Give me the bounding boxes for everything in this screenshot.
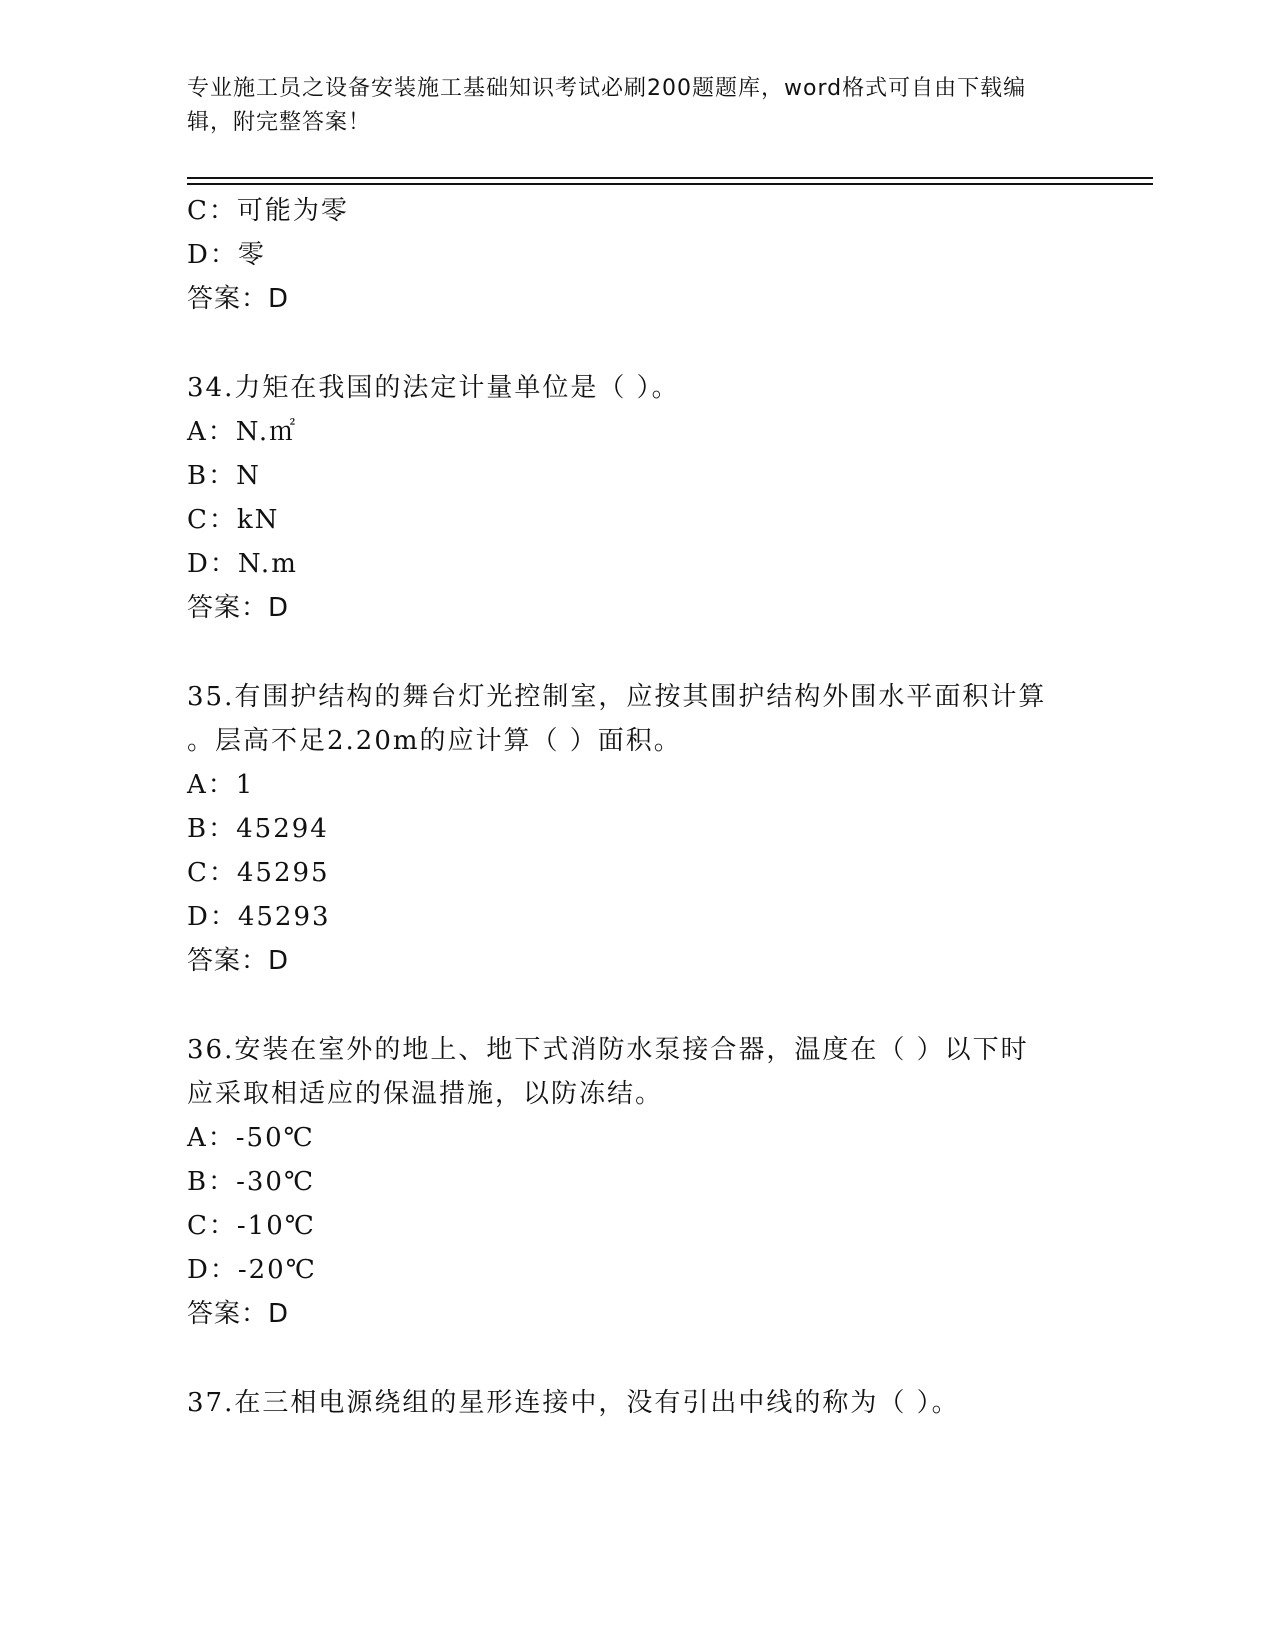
q35-option-c: C：45295	[187, 858, 330, 888]
q35-stem-line1: 35.有围护结构的舞台灯光控制室，应按其围护结构外围水平面积计算	[187, 682, 1047, 712]
q33-option-c: C：可能为零	[187, 196, 349, 226]
q36-option-b: B：-30℃	[187, 1167, 316, 1197]
q36-stem-line2: 应采取相适应的保温措施，以防冻结。	[187, 1079, 664, 1109]
q34-option-c: C：kN	[187, 505, 280, 535]
q34-option-d: D：N.m	[187, 549, 298, 579]
header-divider-top	[187, 177, 1153, 179]
q36-stem-line1: 36.安装在室外的地上、地下式消防水泵接合器，温度在（ ）以下时	[187, 1035, 1029, 1065]
q36-option-a: A：-50℃	[187, 1123, 315, 1153]
q36-answer: 答案：D	[187, 1299, 290, 1329]
q33-option-d: D：零	[187, 240, 266, 270]
q35-stem-line2: 。层高不足2.20m的应计算（ ）面积。	[187, 726, 682, 756]
q35-option-d: D：45293	[187, 902, 331, 932]
q34-option-a: A：N.㎡	[187, 417, 298, 447]
q35-answer: 答案：D	[187, 946, 290, 976]
q37-stem: 37.在三相电源绕组的星形连接中，没有引出中线的称为（ ）。	[187, 1388, 960, 1418]
q35-option-b: B：45294	[187, 814, 329, 844]
q33-answer: 答案：D	[187, 284, 290, 314]
header-divider-bottom	[187, 183, 1153, 185]
q35-option-a: A：1	[187, 770, 255, 800]
q34-stem: 34.力矩在我国的法定计量单位是（ ）。	[187, 373, 680, 403]
q34-answer: 答案：D	[187, 593, 290, 623]
q36-option-c: C：-10℃	[187, 1211, 316, 1241]
q36-option-d: D：-20℃	[187, 1255, 317, 1285]
document-header: 专业施工员之设备安装施工基础知识考试必刷200题题库，word格式可自由下载编辑，附完整答案！	[187, 76, 1027, 135]
q34-option-b: B：N	[187, 461, 261, 491]
